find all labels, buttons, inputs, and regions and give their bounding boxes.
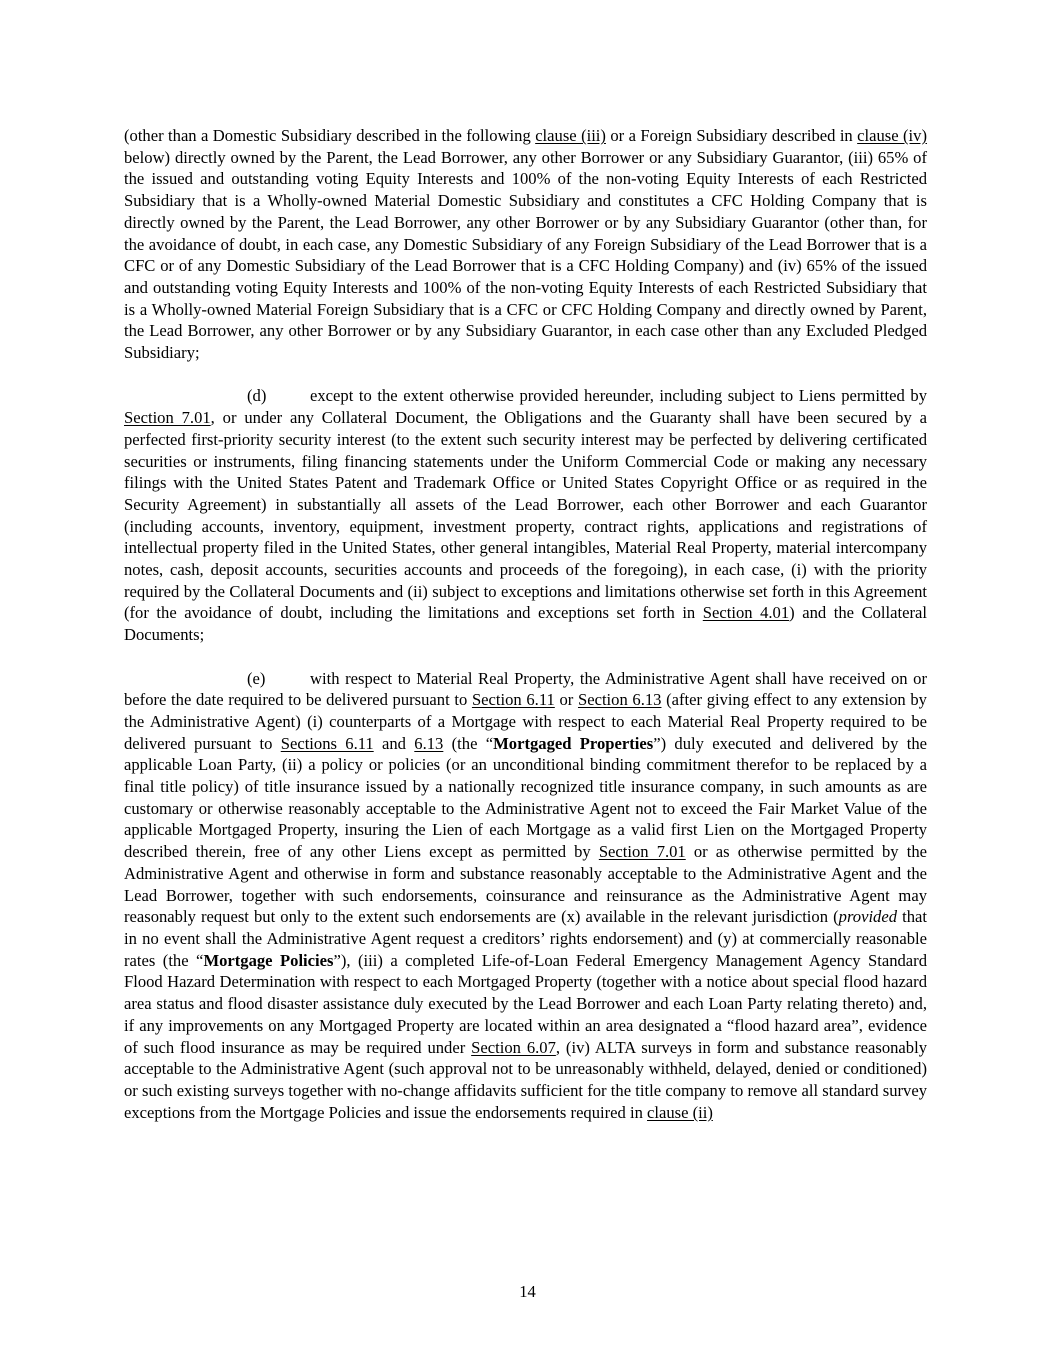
paragraph-c-continued	[124, 125, 927, 364]
text-run: and	[373, 733, 415, 753]
cross-reference-clause-iii: clause (iii)	[535, 126, 606, 145]
text-run: or a Foreign Subsidiary described in	[605, 126, 858, 145]
text-run: , or under any Collateral Document, the Obligations and the Guaranty shall have been secured by a perfected first-priority security interest (to the extent such security interest may be perfected by delivering certificated securities or instruments, filing financing statements under the Uniform Commercial Code or making any necessary filings with the United States Patent and Trademark Office or United States Copyright Office or as required in the Security Agreement) in substantially all assets of the Lead Borrower, each other Borrower and each Guarantor (including accounts, inventory, equipment, investment property, contract rights, applications and registrations of intellectual property filed in the United States, other general intangibles, Material Real Property, material intercompany notes, cash, deposit accounts, securities accounts and proceeds of the foregoing), in each case, (i) with the priority required by the Collateral Documents and (ii) subject to exceptions and limitations otherwise set forth in this Agreement (for the avoidance of doubt, including the limitations and exceptions set forth in	[124, 408, 927, 623]
cross-reference-section-7-01: Section 7.01	[124, 408, 211, 428]
page-number: 14	[519, 1282, 536, 1301]
cross-reference-section-6-07: Section 6.07	[471, 1037, 556, 1057]
text-run: (the “	[443, 733, 494, 753]
clause-label-e: (e)	[247, 668, 266, 688]
text-run: ”) duly executed and delivered by the applicable Loan Party, (ii) a policy or policies (or an unconditional binding commitment therefor to be replaced by a final title policy) of title insurance issued by a nationally recognized title insurance company, in such amounts as are customary or otherwise reasonably acceptable to the Administrative Agent not to exceed the Fair Market Value of the applicable Mortgaged Property, insuring the Lien of each Mortgage as a valid first Lien on the Mortgaged Property described therein, free of any other Liens except as permitted by	[124, 733, 927, 862]
text-run: (after giving effect to any extension by the Administrative Agent) (i) counterparts of a Mortgage with respect to each Material Real Property required to be delivered pursuant to	[124, 690, 927, 753]
cross-reference-section-6-13: Section 6.13	[577, 690, 662, 710]
cross-reference-section-7-01: Section 7.01	[598, 842, 686, 862]
defined-term-mortgage-policies: Mortgage Policies	[203, 950, 334, 970]
text-run: or as otherwise permitted by the Administrative Agent and otherwise in form and substance reasonably acceptable to the Administrative Agent and the Lead Borrower, together with such endorsements, coinsurance and reinsurance as the Administrative Agent may reasonably request but only to the extent such endorsements are (x) available in the relevant jurisdiction (	[124, 842, 927, 927]
text-run: that in no event shall the Administrative Agent request a creditors’ rights endorsement) and (y) at commercially reasonable rates (the “	[124, 907, 927, 970]
cross-reference-clause-ii: clause (ii)	[647, 1102, 713, 1122]
text-run: , (iv) ALTA surveys in form and substance reasonably acceptable to the Administrative Agent (such approval not to be unreasonably withheld, delayed, denied or conditioned) or such existing surveys together with no-change affidavits sufficient for the title company to remove all standard survey exceptions from the Mortgage Policies and issue the endorsements required in	[124, 1037, 928, 1122]
text-run: below) directly owned by the Parent, the Lead Borrower, any other Borrower or any Subsidiary Guarantor, (iii) 65% of the issued and outstanding voting Equity Interests and 100% of the non-voting Equity Interests of each Restricted Subsidiary that is a Wholly-owned Material Domestic Subsidiary and constitutes a CFC Holding Company that is directly owned by the Parent, the Lead Borrower, any other Borrower or by any Subsidiary Guarantor (other than, for the avoidance of doubt, in each case, any Domestic Subsidiary of any Foreign Subsidiary of the Lead Borrower that is a CFC or of any Domestic Subsidiary of the Lead Borrower that is a CFC Holding Company) and (iv) 65% of the issued and outstanding voting Equity Interests and 100% of the non-voting Equity Interests of each Restricted Subsidiary that is a Wholly-owned Material Foreign Subsidiary that is a CFC or CFC Holding Company and directly owned by Parent, the Lead Borrower, any other Borrower or by any Subsidiary Guarantor, in each case other than any Excluded Pledged Subsidiary;	[124, 147, 927, 363]
defined-term-mortgaged-properties: Mortgaged Properties	[493, 733, 654, 753]
cross-reference-sections-6-11: Sections 6.11	[280, 733, 374, 753]
cross-reference-6-13: 6.13	[414, 733, 444, 753]
cross-reference-section-6-11: Section 6.11	[471, 690, 555, 710]
text-run: or	[554, 690, 578, 710]
paragraph-d	[124, 385, 927, 645]
document-body	[124, 125, 927, 1145]
text-run: ”), (iii) a completed Life-of-Loan Federal Emergency Management Agency Standard Flood Hazard Determination with respect to each Mortgaged Property (together with a notice about special flood hazard area status and flood disaster assistance duly executed by the Lead Borrower and each Loan Party relating thereto) and, if any improvements on any Mortgaged Property are located within an area designated a “flood hazard area”, evidence of such flood insurance as may be required under	[124, 950, 927, 1057]
text-run: with respect to Material Real Property, the Administrative Agent shall have received on or before the date required to be delivered pursuant to	[124, 668, 927, 710]
text-run: ) and the Collateral Documents;	[124, 603, 927, 645]
cross-reference-clause-iv: clause (iv)	[857, 126, 927, 145]
italic-provided: provided	[838, 907, 898, 927]
cross-reference-section-4-01: Section 4.01	[702, 603, 790, 623]
clause-label-d: (d)	[247, 386, 267, 406]
text-run: except to the extent otherwise provided hereunder, including subject to Liens permitted by	[310, 386, 927, 406]
text-run: (other than a Domestic Subsidiary described in the following	[124, 126, 536, 145]
paragraph-e	[124, 668, 927, 1124]
